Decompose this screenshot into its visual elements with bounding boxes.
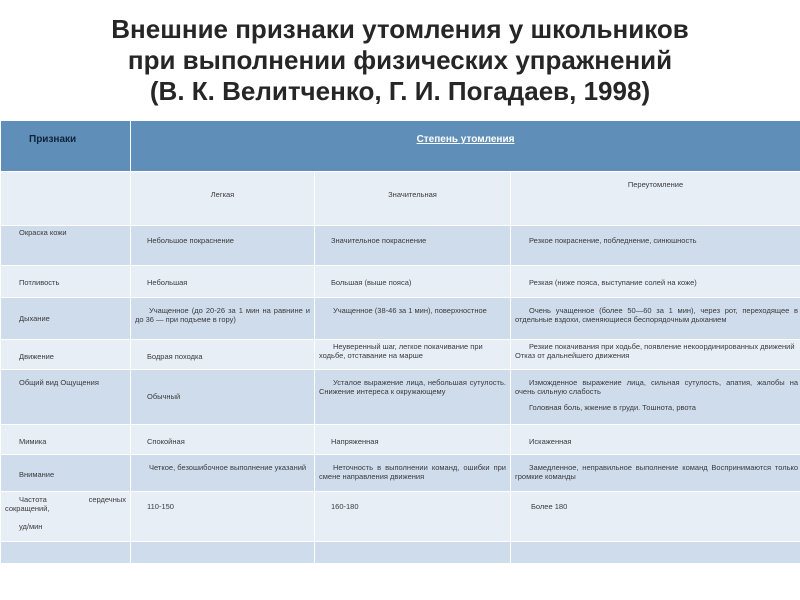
table-row <box>1 298 800 340</box>
overfatigue-cell <box>511 298 800 340</box>
significant-cell <box>315 455 511 492</box>
overfatigue-cell <box>511 370 800 425</box>
overfatigue-text: Резкие покачивания при ходьбе, появление некоординированных движений Отказ от дальнейшего движения <box>515 342 795 360</box>
significant-text: Неточность в выполнении команд, ошибки при смене направления движения <box>319 463 506 481</box>
sign-unit: уд/мин <box>19 522 43 531</box>
sign-text: Частота сердечных сокращений, <box>5 495 126 513</box>
empty-cell <box>315 542 511 564</box>
sign-cell <box>1 492 131 542</box>
degree-header-empty <box>1 172 131 226</box>
sign-cell: Общий вид Ощущения <box>1 370 131 425</box>
significant-cell: Напряженная <box>315 425 511 455</box>
significant-text: Неуверенный шаг, легкое покачивание при ходьбе, отставание на марше <box>319 342 483 360</box>
degree-overfatigue: Переутомление <box>511 172 800 226</box>
table-row <box>1 226 800 266</box>
overfatigue-cell <box>511 455 800 492</box>
degree-light: Легкая <box>131 172 315 226</box>
header-fatigue-degree: Степень утомления <box>131 121 800 172</box>
significant-cell <box>315 298 511 340</box>
light-cell: Небольшая <box>131 266 315 298</box>
overfatigue-text: Очень учащенное (более 50—60 за 1 мин), через рот, переходящее в отдельные вздохи, сменяющиеся беспорядочным дыханием <box>515 306 799 324</box>
degree-significant: Значительная <box>315 172 511 226</box>
light-cell: 110-150 <box>131 492 315 542</box>
light-text: Учащенное (до 20-26 за 1 мин на равнине и до 36 — при подъеме в гору) <box>135 306 310 324</box>
overfatigue-text-2: Головная боль, жжение в груди. Тошнота, рвота <box>529 403 696 412</box>
light-cell: Спокойная <box>131 425 315 455</box>
table-header-row <box>1 121 800 172</box>
light-cell <box>131 298 315 340</box>
empty-cell <box>511 542 800 564</box>
significant-cell: 160-180 <box>315 492 511 542</box>
significant-cell <box>315 370 511 425</box>
sign-cell: Движение <box>1 340 131 370</box>
light-cell <box>131 455 315 492</box>
fatigue-signs-table <box>0 120 800 564</box>
significant-text: Учащенное (38-46 за 1 мин), поверхностное <box>333 306 487 315</box>
sign-cell: Мимика <box>1 425 131 455</box>
slide-title <box>0 14 800 107</box>
overfatigue-cell <box>511 340 800 370</box>
overfatigue-cell: Более 180 <box>511 492 800 542</box>
overfatigue-text: Изможденное выражение лица, сильная сутулость, апатия, жалобы на очень сильную слабость <box>515 378 799 396</box>
title-line-1: Внешние признаки утомления у школьников <box>111 14 689 44</box>
overfatigue-cell: Резкое покраснение, побледнение, синюшность <box>511 226 800 266</box>
significant-text: Усталое выражение лица, небольшая сутулость. Снижение интереса к окружающему <box>319 378 506 396</box>
empty-cell <box>131 542 315 564</box>
sign-cell: Окраска кожи <box>1 226 131 266</box>
table-row <box>1 425 800 455</box>
overfatigue-cell: Резкая (ниже пояса, выступание солей на коже) <box>511 266 800 298</box>
sign-cell: Внимание <box>1 455 131 492</box>
overfatigue-text: Замедленное, неправильное выполнение команд Воспринимаются только громкие команды <box>515 463 799 481</box>
overfatigue-cell: Искаженная <box>511 425 800 455</box>
table-row <box>1 340 800 370</box>
degree-header-row <box>1 172 800 226</box>
significant-cell: Большая (выше пояса) <box>315 266 511 298</box>
light-cell: Небольшое покраснение <box>131 226 315 266</box>
table-row <box>1 455 800 492</box>
table-row-empty <box>1 542 800 564</box>
light-text: Четкое, безошибочное выполнение указаний <box>149 463 307 472</box>
title-line-2: при выполнении физических упражнений <box>127 45 673 75</box>
significant-cell <box>315 340 511 370</box>
table-row <box>1 492 800 542</box>
header-signs: Признаки <box>1 121 131 172</box>
sign-cell: Дыхание <box>1 298 131 340</box>
title-line-3: (В. К. Велитченко, Г. И. Погадаев, 1998) <box>149 76 651 106</box>
empty-cell <box>1 542 131 564</box>
table-row <box>1 370 800 425</box>
light-cell: Обычный <box>131 370 315 425</box>
table-row <box>1 266 800 298</box>
significant-cell: Значительное покраснение <box>315 226 511 266</box>
sign-cell: Потливость <box>1 266 131 298</box>
light-cell: Бодрая походка <box>131 340 315 370</box>
